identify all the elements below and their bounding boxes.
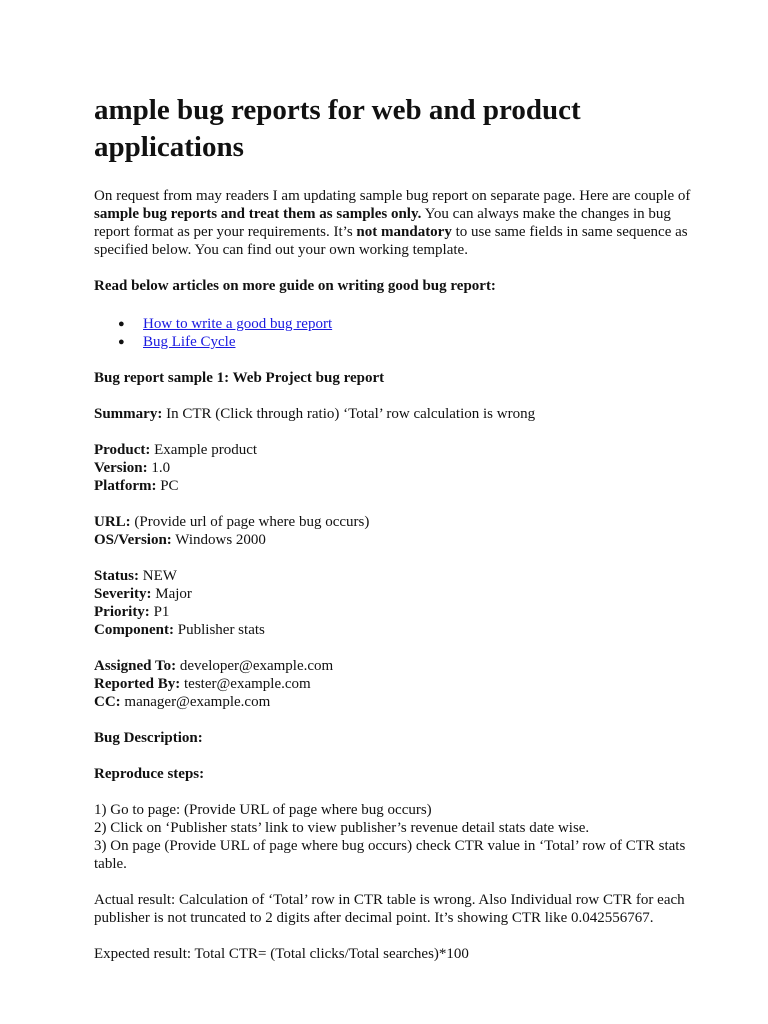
status-block	[94, 567, 694, 639]
intro-text-3: to use same fields in same sequence as specified below. You can find out your own working template.	[94, 224, 688, 258]
list-item	[94, 333, 694, 351]
assigned-label: Assigned To:	[94, 658, 177, 674]
intro-text-1: On request from may readers I am updating sample bug report on separate page. Here are couple of	[94, 188, 691, 204]
platform-label: Platform:	[94, 478, 157, 494]
status-label: Status:	[94, 568, 140, 584]
page-title: ample bug reports for web and product applications	[94, 94, 581, 163]
priority-label: Priority:	[94, 604, 150, 620]
component-line	[94, 621, 694, 639]
articles-heading: Read below articles on more guide on writing good bug report:	[94, 278, 496, 294]
article-links-list	[94, 315, 694, 351]
reproduce-steps-heading: Reproduce steps:	[94, 766, 205, 782]
os-line	[94, 531, 694, 549]
document-content	[94, 92, 694, 963]
url-block	[94, 513, 694, 549]
reported-value: tester@example.com	[180, 676, 311, 692]
actual-result: Actual result: Calculation of ‘Total’ row in CTR table is wrong. Also Individual row CTR for each publisher is not truncated to 2 digits after decimal point. It’s showing CTR like 0.042556767.	[94, 892, 685, 926]
intro-bold-2: not mandatory	[356, 224, 452, 240]
version-label: Version:	[94, 460, 148, 476]
url-line	[94, 513, 694, 531]
assigned-value: developer@example.com	[176, 658, 334, 674]
platform-line	[94, 477, 694, 495]
cc-value: manager@example.com	[120, 694, 271, 710]
priority-line	[94, 603, 694, 621]
cc-label: CC:	[94, 694, 121, 710]
component-label: Component:	[94, 622, 175, 638]
bullet-icon: ●	[118, 318, 125, 330]
reported-label: Reported By:	[94, 676, 181, 692]
summary-value: In CTR (Click through ratio) ‘Total’ row calculation is wrong	[162, 406, 536, 422]
product-line	[94, 441, 694, 459]
version-value: 1.0	[147, 460, 171, 476]
step-item: 3) On page (Provide URL of page where bug occurs) check CTR value in ‘Total’ row of CTR stats table.	[94, 838, 686, 872]
steps-block	[94, 801, 694, 873]
summary-line	[94, 405, 694, 423]
os-value: Windows 2000	[171, 532, 266, 548]
reported-line	[94, 675, 694, 693]
version-line	[94, 459, 694, 477]
bullet-icon: ●	[118, 336, 125, 348]
link-good-bug-report[interactable]: How to write a good bug report	[143, 316, 333, 332]
expected-result: Expected result: Total CTR= (Total clicks/Total searches)*100	[94, 946, 469, 962]
intro-bold-1: sample bug reports and treat them as samples only.	[94, 206, 422, 222]
product-value: Example product	[150, 442, 258, 458]
status-value: NEW	[139, 568, 177, 584]
priority-value: P1	[149, 604, 170, 620]
people-block	[94, 657, 694, 711]
cc-line	[94, 693, 694, 711]
step-item: 2) Click on ‘Publisher stats’ link to view publisher’s revenue detail stats date wise.	[94, 820, 590, 836]
status-line	[94, 567, 694, 585]
summary-label: Summary:	[94, 406, 163, 422]
step-item: 1) Go to page: (Provide URL of page where bug occurs)	[94, 802, 432, 818]
url-label: URL:	[94, 514, 131, 530]
sample-title: Bug report sample 1: Web Project bug report	[94, 370, 385, 386]
severity-label: Severity:	[94, 586, 152, 602]
severity-line	[94, 585, 694, 603]
component-value: Publisher stats	[174, 622, 265, 638]
platform-value: PC	[156, 478, 179, 494]
list-item	[94, 315, 694, 333]
bug-description-heading: Bug Description:	[94, 730, 203, 746]
intro-paragraph	[94, 187, 694, 259]
severity-value: Major	[151, 586, 192, 602]
url-value: (Provide url of page where bug occurs)	[130, 514, 370, 530]
os-label: OS/Version:	[94, 532, 172, 548]
link-bug-life-cycle[interactable]: Bug Life Cycle	[143, 334, 236, 350]
assigned-line	[94, 657, 694, 675]
product-block	[94, 441, 694, 495]
product-label: Product:	[94, 442, 151, 458]
intro-text-2: You can always make the changes in bug report format as per your requirements. It’s	[94, 206, 671, 240]
